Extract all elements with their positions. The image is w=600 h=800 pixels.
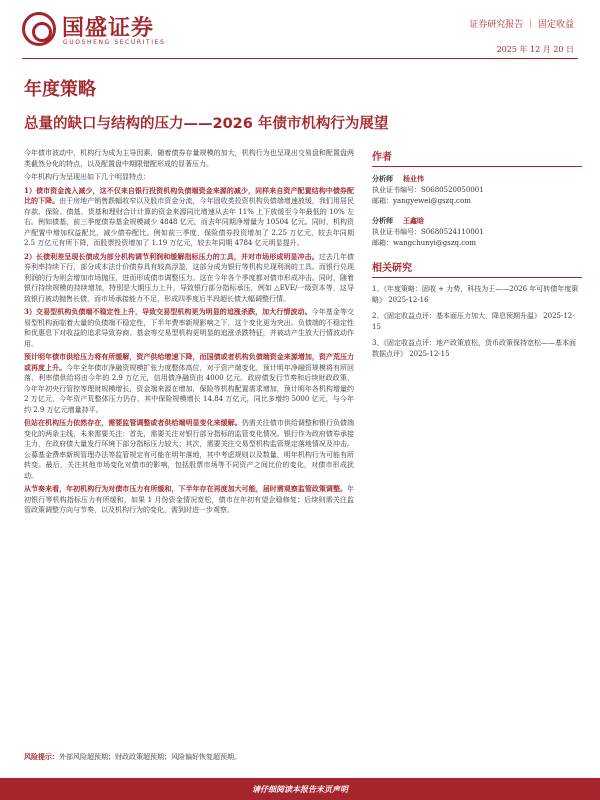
risk-label: 风险提示： [24, 752, 59, 761]
rhythm-text: 年初银行等机构指标压力有所缓和，如果 1 月份资金情况宽松，债市在年初有望企稳修复；后续则需关注监管政策调整方向与节奏，以及机构行为的变化，需到时进一步观察。 [24, 485, 354, 514]
point-2-heading: 2）长债利差呈现长债成为部分机构调节利润和缓解指标压力的工具，并对市场形成明显冲击。 [24, 251, 319, 261]
sidebar [372, 148, 582, 365]
company-logo [22, 10, 172, 54]
pressure-text: 仍需关注债市供给调整和银行负债端变化的两条主线，未来需要关注：首先，需要关注对银行部分指标的监管变化情况。银行作为政府债券承接主力，在政府债大量发行环境下部分指标压力较大；其次，需要关注交易型机构监管规定落地情况及冲击。公募基金费率新规管理办法等监管规定有可能在明年落地，其中考虑规则以及数量，明年机构行为可能有所转变。最后，关注其他市场变化对债市的影响，包括股票市场等不同资产之间比价的变化，对债市形成扰动。 [24, 419, 355, 480]
analyst-email[interactable]: 邮箱：yangyewei@gszq.com [372, 197, 471, 205]
point-3-text: 今年基金等交易型机构面临着大量的负债端不稳定性，下半年费率新规影响之下，这个变化更为突出。负债端的不稳定性和优惠息下对收益的追求导致券商、基金等交易型机构更明显的追涨杀跌特征，并被动产生放大行情波动作用。 [24, 308, 354, 348]
outlook-heading: 预计明年债市供给压力将有所缓解，资产供给增速下降，而国债或者机构负债端资金来源增加，资产荒压力或再度上升。 [24, 352, 354, 372]
outlook-text: 今年全年债市净融资规模扩张力度整体高位，对于资产端变化，预计明年净融资规模将有所回落，利率债供给将由今年的 2.9 万亿元，信用债净融资由 4000 亿元。政府债发行节奏和后续财政政策，今年年初央行管控等理财规模增长，资金端来源在增加，保险等机构配置需求增加，预计明年各机构增量约 2 万亿元，今年资产荒整体压力仍存，其中保险规模增长 14.84 万亿元，同比多增约 5000 亿元，与今年约 2.9 万亿元增量持平。 [24, 363, 355, 414]
related-heading: 相关研究 [372, 259, 582, 278]
analyst-license: 执业证书编号：S0680524110001 [372, 228, 484, 236]
paragraph-point-3 [24, 307, 354, 349]
report-type: 证券研究报告 ｜ 固定收益 [469, 20, 574, 30]
related-research [372, 259, 582, 360]
paragraph-outlook [24, 352, 354, 415]
analyst-role: 分析师 [372, 174, 393, 183]
page-footer: 请仔细阅读本报告末页声明 [0, 778, 600, 800]
related-item[interactable]: 2、《固定收益点评：基本面压力加大，降息预期升温》 2025-12-15 [372, 312, 575, 331]
risk-text: 外部风险超预期；财政政策超预期；风险偏好恢复超预期。 [59, 753, 241, 761]
header-divider [22, 58, 578, 59]
analyst-name: 杨业伟 [403, 174, 424, 183]
analyst-name: 王鑫晗 [403, 216, 424, 225]
related-item[interactable]: 3、《固定收益点评：地产政策放松，货币政策保持宽松——基本面数据点评》 2025-12-15 [372, 339, 576, 358]
logo-name: 国盛证券 [62, 16, 155, 41]
paragraph-pressure [24, 418, 354, 481]
doc-category: 年度策略 [24, 79, 96, 100]
paragraph-point-1 [24, 186, 354, 249]
paragraph-intro: 今年债市波动中，机构行为成为主导因素，随着债券存量规模的加大，机构行为也呈现出交易盘和配置盘两类截然分化的特点，以及配置盘中期限错配形成的显著压力。 [24, 149, 354, 168]
main-body [24, 148, 354, 519]
point-1-heading: 1）债市资金流入减少，这不仅来自银行投资机构负债端资金来源的减少，同样来自资产配置结构中债券配比的下降。 [24, 185, 354, 205]
analyst-role: 分析师 [372, 216, 393, 225]
rhythm-heading: 从节奏来看，年初机构行为对债市压力有所缓和，下半年存在再度加大可能，届时需观察监管政策调整。 [24, 484, 347, 493]
paragraph-point-2 [24, 252, 354, 305]
logo-icon [22, 12, 56, 46]
analyst-card [372, 173, 582, 207]
point-1-text: 由于房地产销售跌幅收窄以及股市资金分流，今年固收类投资机构负债端增速放缓，我们用居民存款、保险、债基、货基和理财合计计算的资金来源同比增速从去年 11% 上下放缓至今年最低的 10% 左右。例如债基，前三季度债券基金规模减少 4848 亿元，而去年同期净增量为 10504 亿元。同时，机构资产配置中增加权益配比，减少债券配比。例如前三季度，保险债券投资增加了 2.25 万亿元，较去年同期 2.5 万亿元有所下降，而股票投资增加了 1.19 万亿元，较去年同期 4784 亿元明显提升。 [24, 197, 354, 247]
analyst-email[interactable]: 邮箱：wangchunyi@gszq.com [372, 239, 477, 247]
point-3-heading: 3）交易型机构负债端不稳定性上升，导致交易型机构更为明显的追涨杀跌，加大行情波动。 [24, 307, 312, 316]
risk-warning [24, 752, 580, 762]
page-header [0, 0, 600, 60]
doc-title: 总量的缺口与结构的压力——2026 年债市机构行为展望 [24, 116, 389, 132]
related-item[interactable]: 1、《年度策略：固收 + 力势，科技为王——2026 年可转债年度策略》 2025-12-16 [372, 285, 579, 304]
pressure-heading: 但站在机构压力依然存在，需要监管调整或者供给端明显变化来缓解。 [24, 418, 242, 427]
analyst-card [372, 215, 582, 249]
paragraph-rhythm [24, 484, 354, 516]
analysts-heading: 作者 [372, 148, 582, 167]
paragraph-lead: 今年机构行为呈现出如下几个明显特点： [24, 173, 150, 181]
analyst-license: 执业证书编号：S0680520050001 [372, 186, 484, 194]
point-2-text: 过去几年债券利率持续下行，部分成本法计价债券具有较高浮盈，这部分成为银行等机构兑现利润的工具。而银行兑现利润的行为则会增加市场抛压，进而形成债市调整压力。这在今年各个季度都对债市形成冲击。同时，随着银行持续规模的持续增加，特别是大期压力上升，导致银行部分指标承压，例如 △EVE/一级资本等，这导致银行被动抛售长债，而市场承接能力不足，形成四季度后半段超长债大幅调整行情。 [24, 252, 355, 303]
report-date: 2025 年 12 月 20 日 [496, 45, 574, 54]
logo-name-en: GUOSHENG SECURITIES [63, 39, 166, 46]
